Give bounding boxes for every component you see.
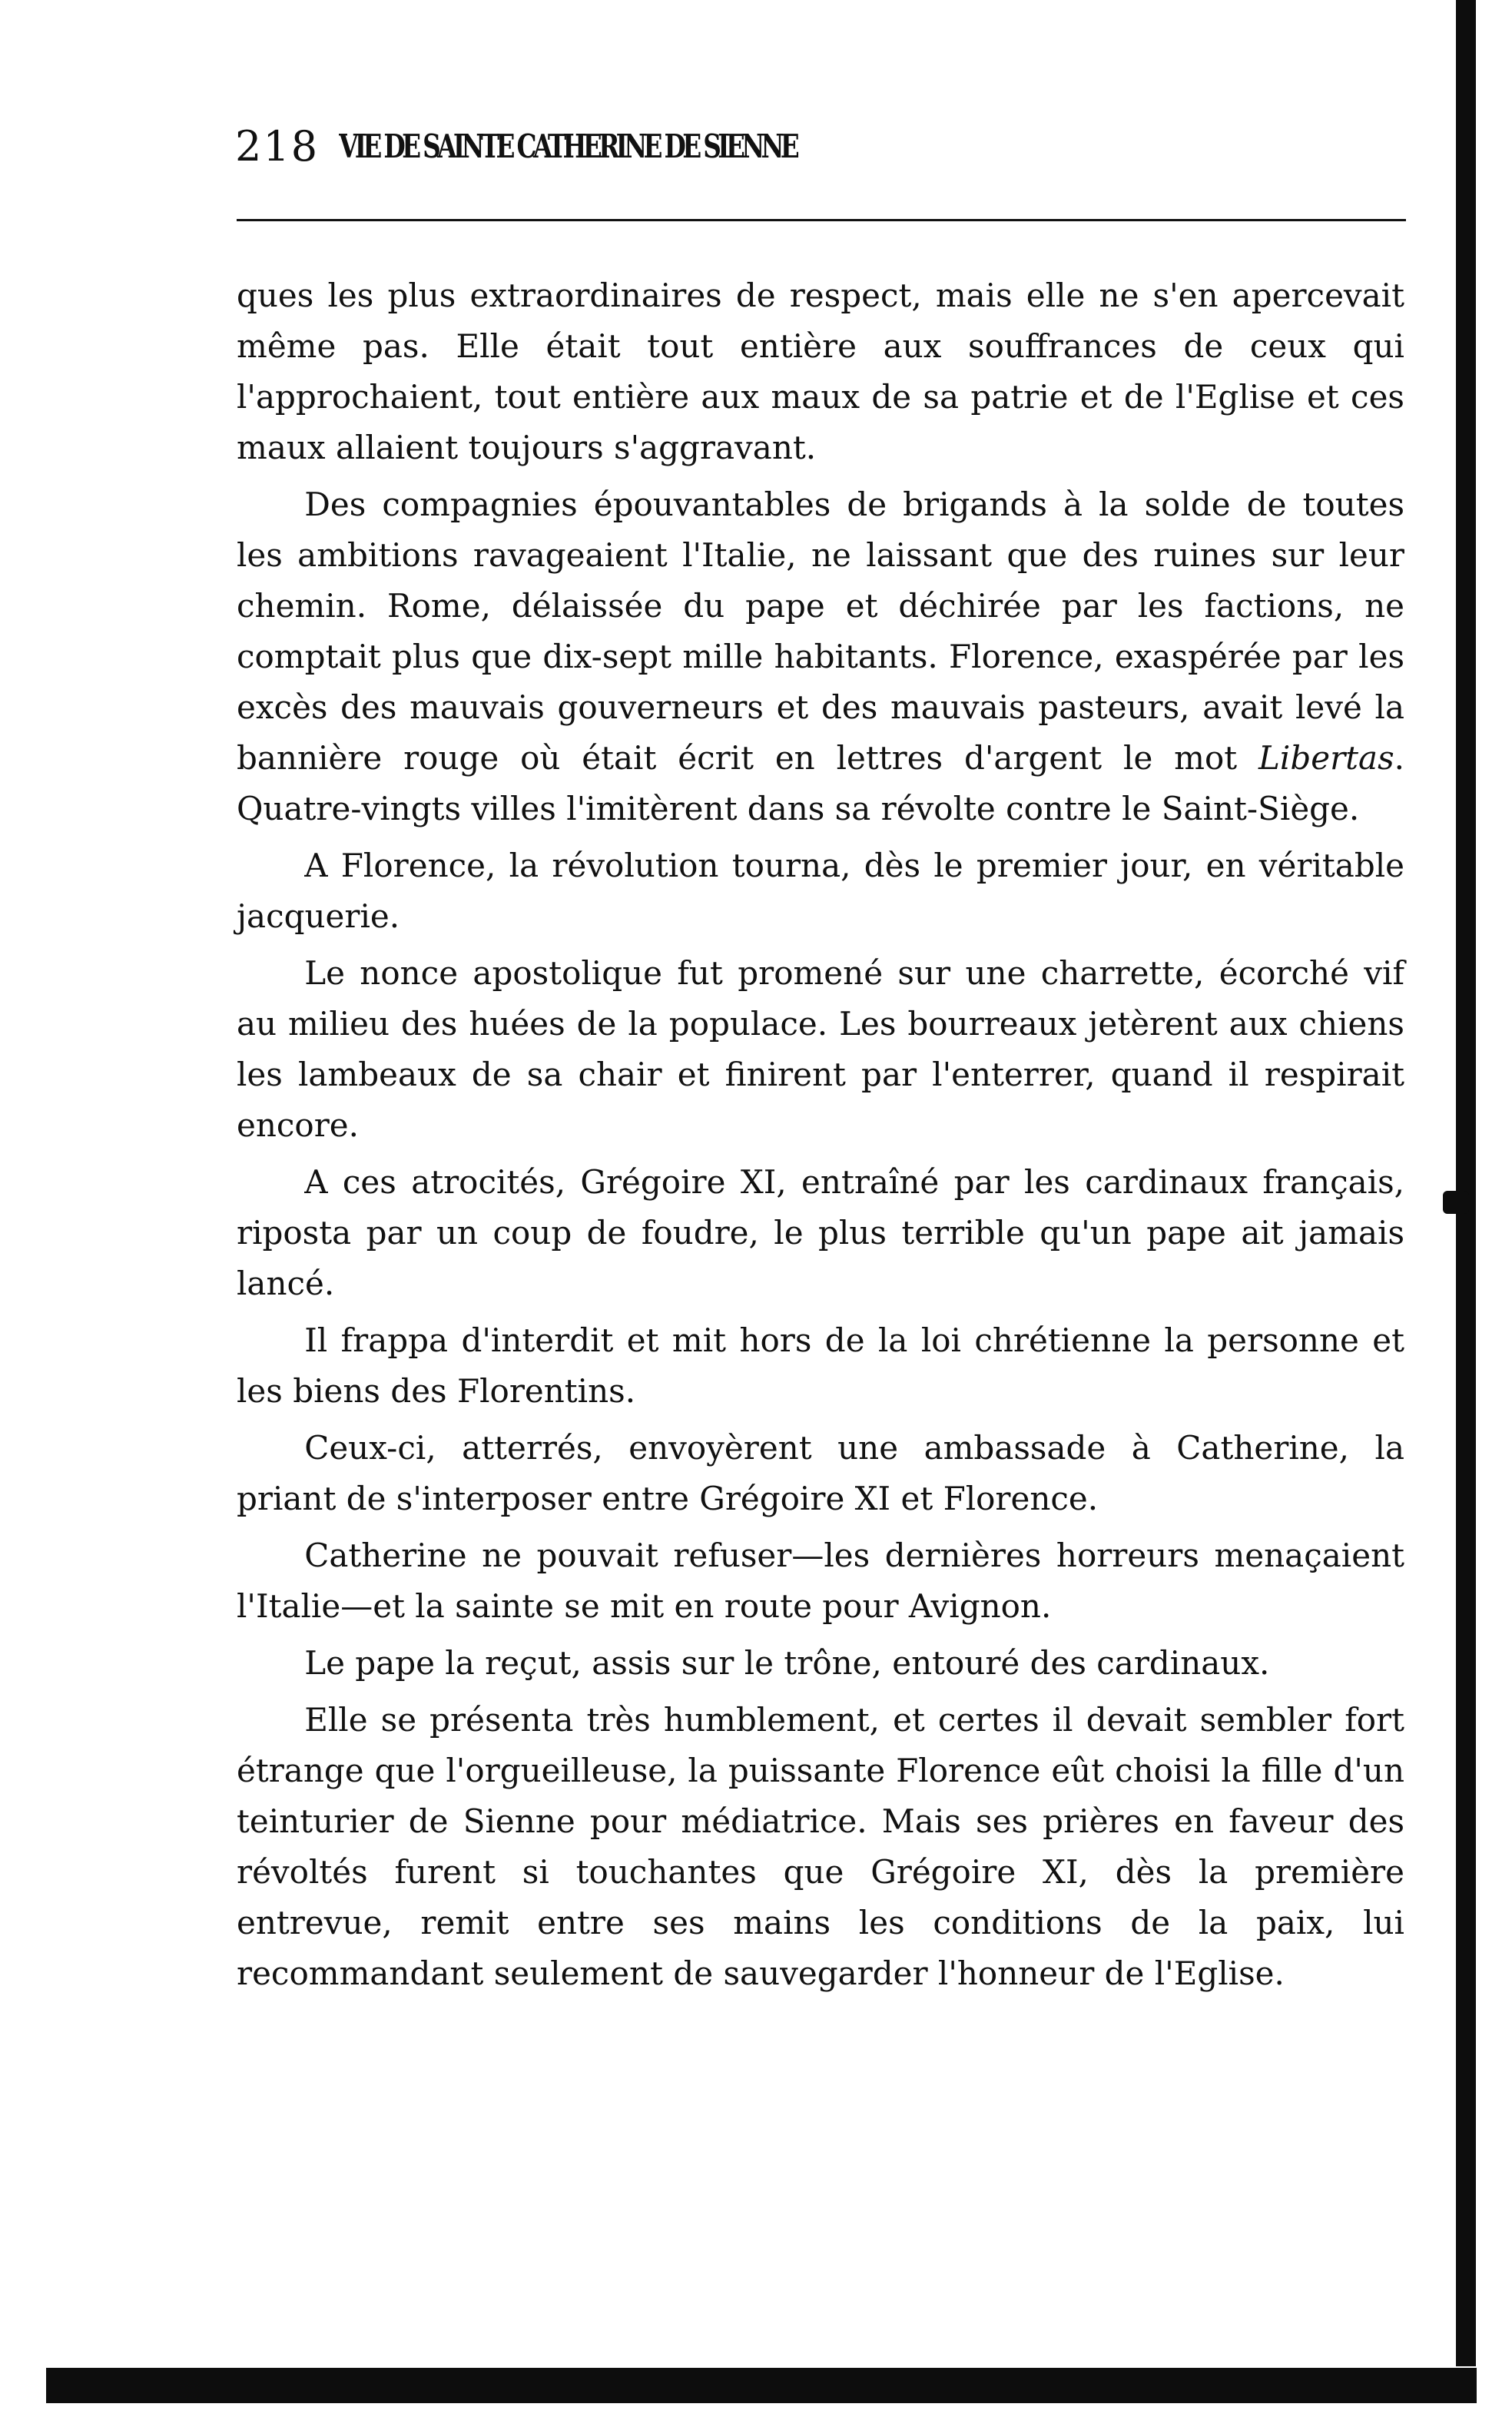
paragraph: Le nonce apostolique fut promené sur une charrette, écorché vif au milieu des huées de la populace. Les bourreaux jetèrent aux chiens les lambeaux de sa chair et finirent par l'enterrer, quand il respirait encore. bbox=[237, 954, 1404, 1144]
page-edge-shadow-bottom bbox=[46, 2368, 1477, 2403]
page-edge-notch bbox=[1443, 1191, 1469, 1214]
paragraph: Le pape la reçut, assis sur le trône, entouré des cardinaux. bbox=[304, 1644, 1270, 1682]
body-text bbox=[237, 270, 1404, 2005]
paragraph: Catherine ne pouvait refuser—les dernières horreurs menaçaient l'Italie—et la sainte se mit en route pour Avignon. bbox=[237, 1537, 1404, 1625]
paragraph: Ceux-ci, atterrés, envoyèrent une ambassade à Catherine, la priant de s'interposer entre Grégoire XI et Florence. bbox=[237, 1429, 1404, 1517]
page-number: 218 bbox=[235, 121, 320, 171]
paragraph: ques les plus extraordinaires de respect, mais elle ne s'en apercevait même pas. Elle était tout entière aux souffrances de ceux qui l'approchaient, tout entière aux maux de sa patrie et de l'Eglise et ces maux allaient toujours s'aggravant. bbox=[237, 277, 1404, 466]
paragraph: A Florence, la révolution tourna, dès le premier jour, en véritable jacquerie. bbox=[237, 847, 1404, 935]
paragraph: A ces atrocités, Grégoire XI, entraîné par les cardinaux français, riposta par un coup de foudre, le plus terrible qu'un pape ait jamais lancé. bbox=[237, 1163, 1404, 1302]
page-edge-shadow-right bbox=[1456, 0, 1476, 2366]
header-rule bbox=[237, 219, 1406, 221]
running-head-text: VIE DE SAINTE CATHERINE DE SIENNE bbox=[339, 131, 797, 161]
page-header bbox=[235, 119, 1411, 173]
paragraph: Il frappa d'interdit et mit hors de la loi chrétienne la personne et les biens des Florentins. bbox=[237, 1321, 1404, 1410]
running-head bbox=[339, 131, 1411, 161]
paragraph: Elle se présenta très humblement, et certes il devait sembler fort étrange que l'orgueilleuse, la puissante Florence eût choisi la fille d'un teinturier de Sienne pour médiatrice. Mais ses prières en faveur des révoltés furent si touchantes que Grégoire XI, dès la première entrevue, remit entre ses mains les conditions de la paix, lui recommandant seulement de sauvegarder l'honneur de l'Eglise. bbox=[237, 1701, 1404, 1992]
paragraph: Des compagnies épouvantables de brigands à la solde de toutes les ambitions ravageaient l'Italie, ne laissant que des ruines sur leur chemin. Rome, délaissée du pape et déchirée par les factions, ne comptait plus que dix-sept mille habitants. Florence, exaspérée par les excès des mauvais gouverneurs et des mauvais pasteurs, avait levé la bannière rouge où était écrit en lettres d'argent le mot Libertas. Quatre-vingts villes l'imitèrent dans sa révolte contre le Saint-Siège. bbox=[237, 486, 1404, 827]
italic-word: Libertas bbox=[1258, 739, 1394, 777]
